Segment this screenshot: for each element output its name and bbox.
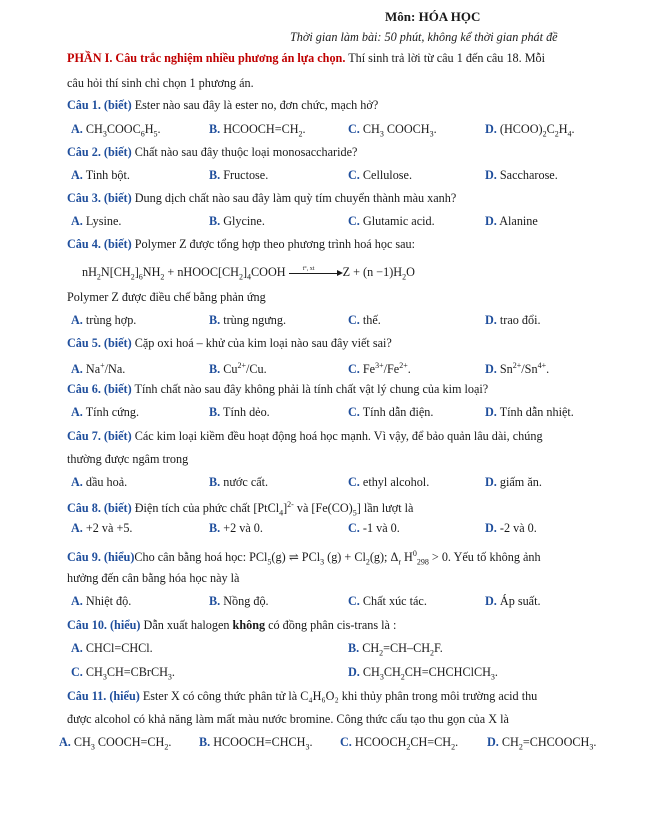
question-text-bold: không: [232, 618, 266, 632]
options-q8: [67, 520, 627, 536]
question-text: Polymer Z được tổng hợp theo phương trình hoá học sau:: [134, 237, 416, 251]
options-q1: [67, 121, 627, 137]
question-7: [67, 428, 627, 444]
option-d[interactable]: D. Alanine: [485, 214, 538, 228]
option-c[interactable]: C. ethyl alcohol.: [348, 475, 430, 489]
option-d[interactable]: D. $CH_2=CHCOOCH_3$.: [487, 735, 597, 752]
option-a[interactable]: A. $CH_3$ $COOCH=CH_2$.: [59, 735, 172, 752]
question-number: Câu 1. (biết): [67, 98, 132, 112]
option-b[interactable]: B. Glycine.: [209, 214, 265, 228]
option-a[interactable]: A. CHCl=CHCl.: [71, 641, 153, 655]
option-a[interactable]: A. trùng hợp.: [71, 313, 137, 327]
option-d[interactable]: D. trao đổi.: [485, 313, 541, 327]
question-number: Câu 6. (biết): [67, 382, 132, 396]
question-8: Câu 8. (biết) Điện tích của phức chất [PtCl$_4$]$^{2-}$ và $[Fe(CO)_5]$ lần lượt là: [67, 500, 414, 518]
option-d[interactable]: D. $(HCOO)_2C_2H_4$.: [485, 122, 575, 139]
question-number: Câu 7. (biết): [67, 429, 132, 443]
question-5: [67, 335, 627, 351]
question-number: Câu 9. (hiểu): [67, 550, 135, 565]
question-text: Chất nào sau đây thuộc loại monosaccharide?: [134, 145, 358, 159]
option-d[interactable]: D. Tính dẫn nhiệt.: [485, 405, 574, 419]
option-a[interactable]: A. $CH_3COOC_6H_5$.: [71, 122, 161, 139]
option-c[interactable]: C. thế.: [348, 313, 381, 327]
question-number: Câu 3. (biết): [67, 191, 132, 205]
option-d[interactable]: D. giấm ăn.: [485, 475, 542, 489]
question-1: [67, 97, 627, 113]
subject-title: Môn: HÓA HỌC: [385, 9, 481, 24]
question-11-cont: được alcohol có khả năng làm mất màu nước bromine. Công thức cấu tạo thu gọn của X là: [67, 712, 509, 726]
question-7-cont: thường được ngâm trong: [67, 452, 189, 466]
options-q4: [67, 312, 627, 328]
part1-instruction: Thí sinh trả lời từ câu 1 đến câu 18. Mỗi: [348, 51, 546, 65]
question-text: Cặp oxi hoá – khử của kim loại nào sau đây viết sai?: [134, 336, 392, 350]
question-4-tail: Polymer Z được điều chế bằng phản ứng: [67, 290, 266, 304]
options-q2: [67, 167, 627, 183]
option-b[interactable]: B. $Cu^{2+}/Cu$.: [209, 361, 267, 377]
question-text: Tính chất nào sau đây không phải là tính chất vật lý chung của kim loại?: [134, 382, 489, 396]
option-b[interactable]: B. Fructose.: [209, 168, 269, 182]
question-text: Điện tích của phức chất: [134, 501, 251, 516]
question-2: [67, 144, 627, 160]
question-number: Câu 8. (biết): [67, 501, 132, 516]
question-number: Câu 4. (biết): [67, 237, 132, 251]
option-a[interactable]: A. +2 và +5.: [71, 521, 133, 535]
option-a[interactable]: A. dầu hoả.: [71, 475, 128, 489]
option-c[interactable]: C. Chất xúc tác.: [348, 594, 427, 608]
question-text: Các kim loại kiềm đều hoạt động hoá học mạnh. Vì vậy, để bảo quản lâu dài, chúng: [134, 429, 543, 443]
option-d[interactable]: D. $Sn^{2+}/Sn^{4+}$.: [485, 361, 550, 377]
option-b[interactable]: B. Nồng độ.: [209, 594, 269, 608]
option-b[interactable]: B. $HCOOCH=CH_2$.: [209, 122, 306, 139]
question-number: Câu 10. (hiểu): [67, 618, 141, 632]
question-text-tail: Yếu tố không ảnh: [453, 550, 541, 565]
question-number: Câu 5. (biết): [67, 336, 132, 350]
options-q3: [67, 213, 627, 229]
question-text: Dẫn xuất halogen: [143, 618, 230, 632]
question-number: Câu 2. (biết): [67, 145, 132, 159]
question-3: [67, 190, 627, 206]
question-6: [67, 381, 627, 397]
question-text-end: có đồng phân cis-trans là :: [268, 618, 397, 632]
part1-instruction-cont: câu hỏi thí sinh chỉ chọn 1 phương án.: [67, 76, 254, 90]
option-a[interactable]: A. Na+/Na.: [71, 361, 126, 377]
option-c[interactable]: C. Glutamic acid.: [348, 214, 435, 228]
question-9-cont: hưởng đến cân bằng hóa học này là: [67, 571, 240, 585]
reaction-arrow-icon: t°, xt: [289, 268, 343, 278]
option-c[interactable]: C. Tính dẫn điện.: [348, 405, 434, 419]
options-q10-row1: [67, 640, 627, 656]
option-b[interactable]: B. +2 và 0.: [209, 521, 263, 535]
question-text: Ester nào sau đây là ester no, đơn chức, mạch hở?: [134, 98, 379, 112]
options-q10-row2: [67, 664, 627, 680]
option-a[interactable]: A. Tính cứng.: [71, 405, 140, 419]
option-a[interactable]: A. Lysine.: [71, 214, 122, 228]
question-text: Cho cân bằng hoá học:: [134, 550, 247, 565]
question-10: [67, 617, 627, 633]
option-b[interactable]: B. $HCOOCH=CHCH_3$.: [199, 735, 313, 752]
option-c[interactable]: C. $CH_3CH=CBrCH_3$.: [71, 665, 175, 682]
exam-time: Thời gian làm bài: 50 phút, không kể thời gian phát đề: [290, 30, 558, 44]
option-a[interactable]: A. Nhiệt độ.: [71, 594, 132, 608]
options-q11: [59, 734, 639, 750]
option-c[interactable]: C. $Fe^{3+}/Fe^{2+}$.: [348, 361, 411, 377]
option-a[interactable]: A. Tinh bột.: [71, 168, 130, 182]
option-b[interactable]: B. $CH_2=CH-CH_2F$.: [348, 641, 443, 658]
question-text: Ester X có công thức phân tử là C₄H₆O₂ khi thủy phân trong môi trường acid thu: [142, 689, 538, 703]
options-q5: [67, 358, 627, 377]
option-d[interactable]: D. Áp suất.: [485, 594, 541, 608]
reaction-equation: $nH_2N[CH_2]_6NH_2$ + $nHOOC[CH_2]_4COOH$ t°, xt $Z + (n -1)H_2O$: [82, 265, 415, 282]
question-11: [67, 688, 627, 704]
option-c[interactable]: C. -1 và 0.: [348, 521, 400, 535]
options-q6: [67, 404, 627, 420]
equilibrium-arrow-icon: ⇌: [288, 550, 299, 565]
option-d[interactable]: D. -2 và 0.: [485, 521, 537, 535]
option-b[interactable]: B. nước cất.: [209, 475, 269, 489]
option-c[interactable]: C. $HCOOCH_2CH=CH_2$.: [340, 735, 459, 752]
options-q9: [67, 593, 627, 609]
option-b[interactable]: B. trùng ngưng.: [209, 313, 287, 327]
option-d[interactable]: D. Saccharose.: [485, 168, 558, 182]
part1-title: PHẦN I. Câu trắc nghiệm nhiều phương án lựa chọn.: [67, 51, 346, 65]
option-c[interactable]: C. $CH_3$ $COOCH_3$.: [348, 122, 437, 139]
option-d[interactable]: D. $CH_3CH_2CH=CHCHClCH_3$.: [348, 665, 498, 682]
option-b[interactable]: B. Tính dẻo.: [209, 405, 270, 419]
question-text: Dung dịch chất nào sau đây làm quỳ tím chuyển thành màu xanh?: [134, 191, 457, 205]
question-4: [67, 236, 627, 252]
question-number: Câu 11. (hiểu): [67, 689, 140, 703]
options-q7: [67, 474, 627, 490]
option-c[interactable]: C. Cellulose.: [348, 168, 412, 182]
question-9: Câu 9. (hiểu)Cho cân bằng hoá học: PCl$_5$(g) ⇌ PCl$_3$ $(g) + Cl_2(g)$; $\Delta_r$ $H^0_{298} > 0$. Yếu tố không ảnh: [67, 549, 541, 567]
part1-heading: [67, 50, 627, 66]
